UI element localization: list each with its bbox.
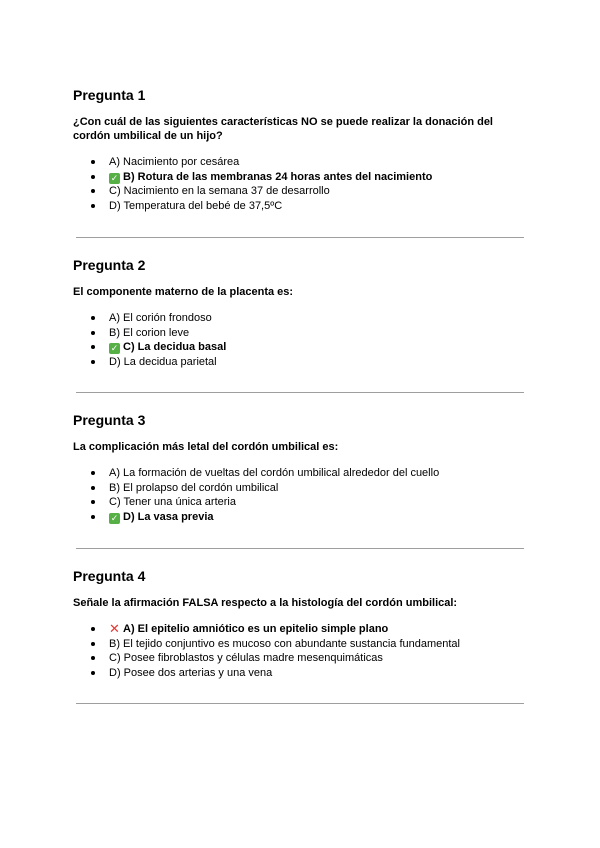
divider <box>76 392 524 393</box>
bullet-icon <box>91 500 95 504</box>
answer-option-a: A) La formación de vueltas del cordón umbilical alrededor del cuello <box>73 466 533 481</box>
answer-option-b: B) El tejido conjuntivo es mucoso con abundante sustancia fundamental <box>73 637 533 652</box>
bullet-icon <box>91 189 95 193</box>
question-2 <box>73 256 533 369</box>
question-text-line: cordón umbilical de un hijo? <box>73 130 223 142</box>
bullet-icon <box>91 627 95 631</box>
cross-mark-icon: ✕ <box>109 621 120 636</box>
question-text-line: ¿Con cuál de las siguientes características NO se puede realizar la donación del <box>73 116 493 128</box>
answer-option-c: ✓ C) La decidua basal <box>73 340 533 355</box>
question-title: Pregunta 3 <box>73 412 146 428</box>
answer-option-c: C) Nacimiento en la semana 37 de desarrollo <box>73 184 533 199</box>
bullet-icon <box>91 316 95 320</box>
answer-option-a: ✕ A) El epitelio amniótico es un epitelio simple plano <box>73 622 533 637</box>
answer-list <box>73 155 533 213</box>
question-text-line: Señale la afirmación FALSA respecto a la histología del cordón umbilical: <box>73 597 458 609</box>
question-1 <box>73 86 533 213</box>
answer-option-a: A) El corión frondoso <box>73 311 533 326</box>
divider <box>76 237 524 238</box>
answer-option-d: D) La decidua parietal <box>73 355 533 370</box>
answer-option-a: A) Nacimiento por cesárea <box>73 155 533 170</box>
answer-option-b: B) El prolapso del cordón umbilical <box>73 481 533 496</box>
answer-list <box>73 622 533 680</box>
bullet-icon <box>91 471 95 475</box>
check-mark-icon: ✓ <box>110 343 119 354</box>
question-3 <box>73 411 533 524</box>
answer-option-b: B) El corion leve <box>73 326 533 341</box>
bullet-icon <box>91 486 95 490</box>
answer-option-d: D) Temperatura del bebé de 37,5ºC <box>73 199 533 214</box>
question-4 <box>73 567 533 680</box>
bullet-icon <box>91 656 95 660</box>
bullet-icon <box>91 175 95 179</box>
divider <box>76 703 524 704</box>
bullet-icon <box>91 331 95 335</box>
bullet-icon <box>91 160 95 164</box>
bullet-icon <box>91 515 95 519</box>
bullet-icon <box>91 204 95 208</box>
question-title: Pregunta 2 <box>73 257 146 273</box>
check-mark-icon: ✓ <box>110 512 119 523</box>
question-text-line: El componente materno de la placenta es: <box>73 286 294 298</box>
check-mark-icon: ✓ <box>110 172 119 183</box>
bullet-icon <box>91 642 95 646</box>
answer-option-d: ✓ D) La vasa previa <box>73 510 533 525</box>
answer-option-c: C) Posee fibroblastos y células madre mesenquimáticas <box>73 651 533 666</box>
question-title: Pregunta 1 <box>73 87 146 103</box>
question-title: Pregunta 4 <box>73 568 146 584</box>
bullet-icon <box>91 671 95 675</box>
divider <box>76 548 524 549</box>
answer-option-b: ✓ B) Rotura de las membranas 24 horas antes del nacimiento <box>73 170 533 185</box>
question-text-line: La complicación más letal del cordón umbilical es: <box>73 441 339 453</box>
answer-list <box>73 311 533 369</box>
bullet-icon <box>91 345 95 349</box>
answer-option-c: C) Tener una única arteria <box>73 495 533 510</box>
answer-option-d: D) Posee dos arterias y una vena <box>73 666 533 681</box>
bullet-icon <box>91 360 95 364</box>
answer-list <box>73 466 533 524</box>
